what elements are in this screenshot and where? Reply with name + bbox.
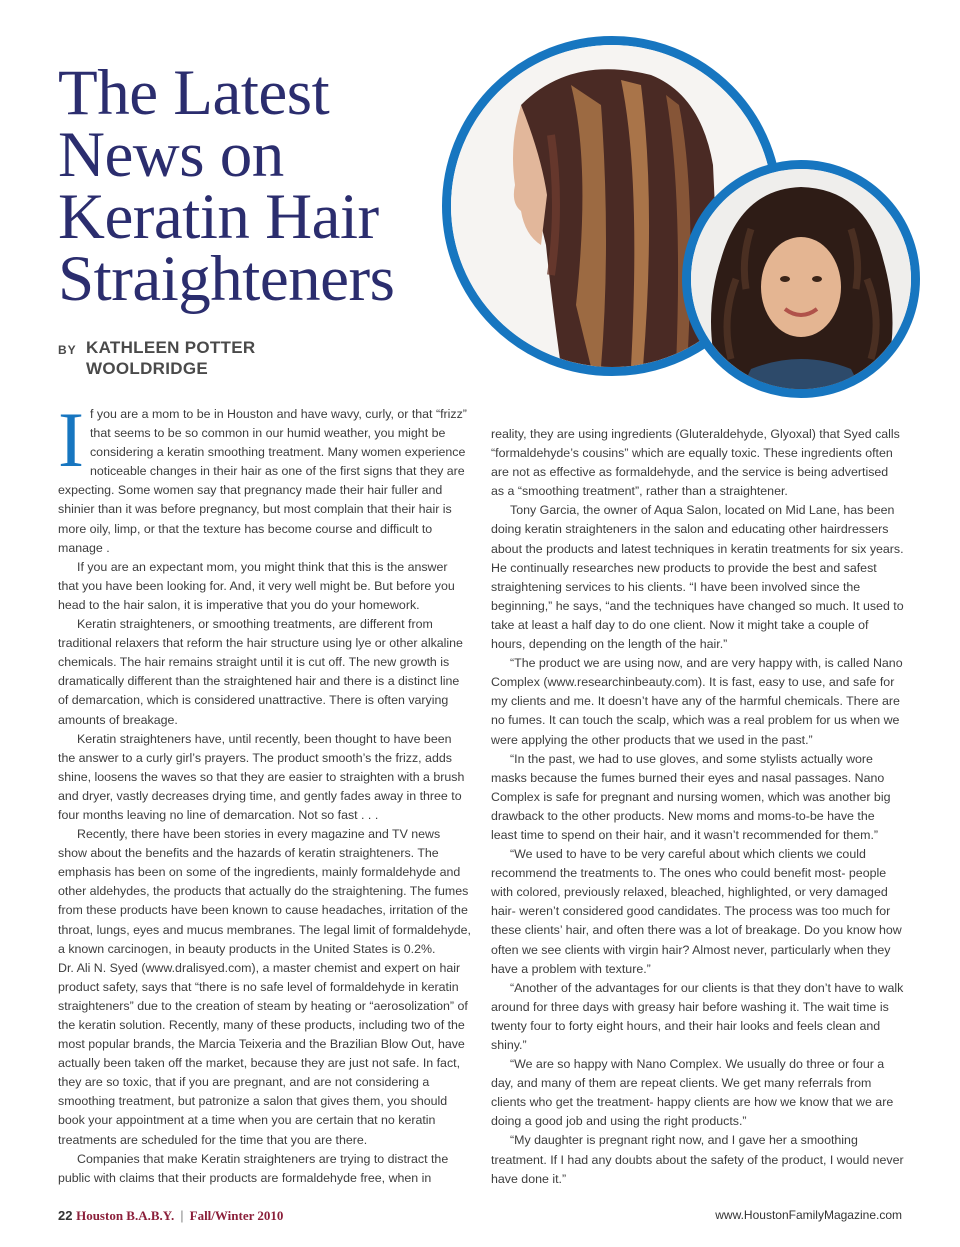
article-title (58, 57, 478, 315)
paragraph: “We used to have to be very careful about which clients we could recommend the treatments to. The ones who could benefit most- people with colored, previously relaxed, bleached, highlighted, or very damaged hair- weren’t considered good candidates. The process was too much for these clients’ hair, and often there was a lot of breakage. Do you know how often we see clients with virgin hair? Almost never, particularly when they have a problem with texture.” (491, 847, 902, 976)
paragraph: Recently, there have been stories in every magazine and TV news show about the benefits and the hazards of keratin straighteners. The emphasis has been on some of the ingredients, mainly formaldehyde and other aldehydes, the products that actually do the straightening. The fumes from these products have been known to cause headaches, irritation of the throat, lungs, eyes and mucus membranes. The legal limit of formaldehyde, a known carcinogen, in beauty products in the United States is 0.2%. (58, 827, 471, 956)
curly-hair-portrait-photo (682, 160, 920, 398)
paragraph: Keratin straighteners have, until recently, been thought to have been the answer to a curly girl’s prayers. The product smooth’s the frizz, adds shine, loosens the waves so that they are easier to straighten with a brush and dryer, vastly decreases drying time, and gently fades away in three to four months leaving no line of demarcation. Not so fast . . . (58, 731, 465, 822)
paragraph: “Another of the advantages for our clients is that they don’t have to walk around for three days with greasy hair before washing it. The wait time is twenty four to forty eight hours, and their hair looks and feels clean and shiny.” (491, 980, 904, 1052)
title-line: The Latest (58, 57, 330, 129)
paragraph: Tony Garcia, the owner of Aqua Salon, located on Mid Lane, has been doing keratin straighteners in the salon and educating other hairdressers about the products and latest techniques in keratin treatments for six years. He continually researches new products to provide the best and safest straightening services to his clients. “I have been involved since the beginning,” he says, “and the techniques have changed so much. It used to take at least a half day to do one client. Now it might take a couple of hours, depending on the length of the hair.” (491, 503, 904, 652)
paragraph: reality, they are using ingredients (Gluteraldehyde, Glyoxal) that Syed calls “formaldehyde’s cousins” which are equally toxic. These ingredients often are not as effective as formaldehyde, and the service is being advertised as a “smoothing treatment”, rather than a straightener. (491, 427, 900, 499)
byline-by: BY (58, 343, 77, 357)
paragraph-text: f you are a mom to be in Houston and have wavy, curly, or that “frizz” that seems to be so common in our humid weather, you might be considering a keratin smoothing treatment. Many women experience noticeable changes in their hair as one of the first signs that they are expecting. Some women say that pregnancy made their hair fuller and shinier than it was before pregnancy, but most complain that their hair is more oily, limp, or that the texture has become course and difficult to manage . (58, 407, 467, 555)
paragraph (58, 396, 471, 558)
drop-cap: I (58, 396, 84, 483)
website-url: www.HoustonFamilyMagazine.com (715, 1208, 902, 1222)
page-number: 22 (58, 1208, 73, 1223)
title-line: News on (58, 119, 284, 191)
paragraph: “In the past, we had to use gloves, and some stylists actually wore masks because the fumes burned their eyes and nasal passages. Nano Complex is safe for pregnant and nursing women, which was another big drawback to the other products. New moms and moms-to-be have the least time to spend on their hair, and it wasn’t recommended for them.” (491, 751, 891, 842)
footer-left (58, 1208, 283, 1224)
article-column-left (58, 396, 471, 1188)
issue-name: Fall/Winter 2010 (189, 1208, 284, 1223)
paragraph: If you are an expectant mom, you might think that this is the answer that you have been looking for. And, it very well might be. But before you head to the hair salon, it is imperative that you do your homework. (58, 559, 455, 612)
paragraph: Dr. Ali N. Syed (www.dralisyed.com), a master chemist and expert on hair product safety, says that “there is no safe level of formaldehyde in keratin straighteners” due to the creation of steam by heating or “aerosolization” of the keratin solution. Recently, many of these products, including two of the most popular brands, the Marcia Teixeria and the Brazilian Blow Out, have actually been taken off the market, because they are just not safe. In fact, they are so toxic, that if you are pregnant, and are not considering a smoothing treatment, but patronize a salon that gives them, you should book your appointment at a time when you are certain that no keratin treatments are scheduled for the time that you are there. (58, 960, 468, 1147)
curly-hair-illustration (691, 169, 911, 389)
footer-separator: | (180, 1208, 184, 1223)
paragraph: “The product we are using now, and are very happy with, is called Nano Complex (www.researchinbeauty.com). It is fast, easy to use, and safe for my clients and me. It doesn’t have any of the harmful chemicals. There are no fumes. It can touch the scalp, which was a real problem for us when we were applying the other products that we used in the past.” (491, 656, 903, 747)
paragraph: Keratin straighteners, or smoothing treatments, are different from traditional relaxers that reform the hair structure using lye or other alkaline chemicals. The hair remains straight until it is cut off. The new growth is dramatically different than the straightened hair and there is a distinct line of demarcation, which is considered unattractive. There is often varying amounts of breakage. (58, 617, 463, 727)
paragraph: “We are so happy with Nano Complex. We usually do three or four a day, and many of them are repeat clients. We get many referrals from clients who get the treatment- happy clients are how we know that we are doing a good job and using the right products.” (491, 1057, 894, 1129)
paragraph: “My daughter is pregnant right now, and I gave her a smoothing treatment. If I had any doubts about the safety of the product, I would never have done it.” (491, 1133, 904, 1186)
magazine-name: Houston B.A.B.Y. (76, 1208, 175, 1223)
title-line: Keratin Hair (58, 181, 379, 253)
paragraph: Companies that make Keratin straighteners are trying to distract the public with claims that their products are formaldehyde free, when in (58, 1151, 449, 1185)
author-name: KATHLEEN POTTER WOOLDRIDGE (86, 338, 256, 378)
title-line: Straighteners (58, 243, 395, 315)
page-footer (58, 1208, 902, 1228)
article-column-right (491, 425, 904, 1189)
